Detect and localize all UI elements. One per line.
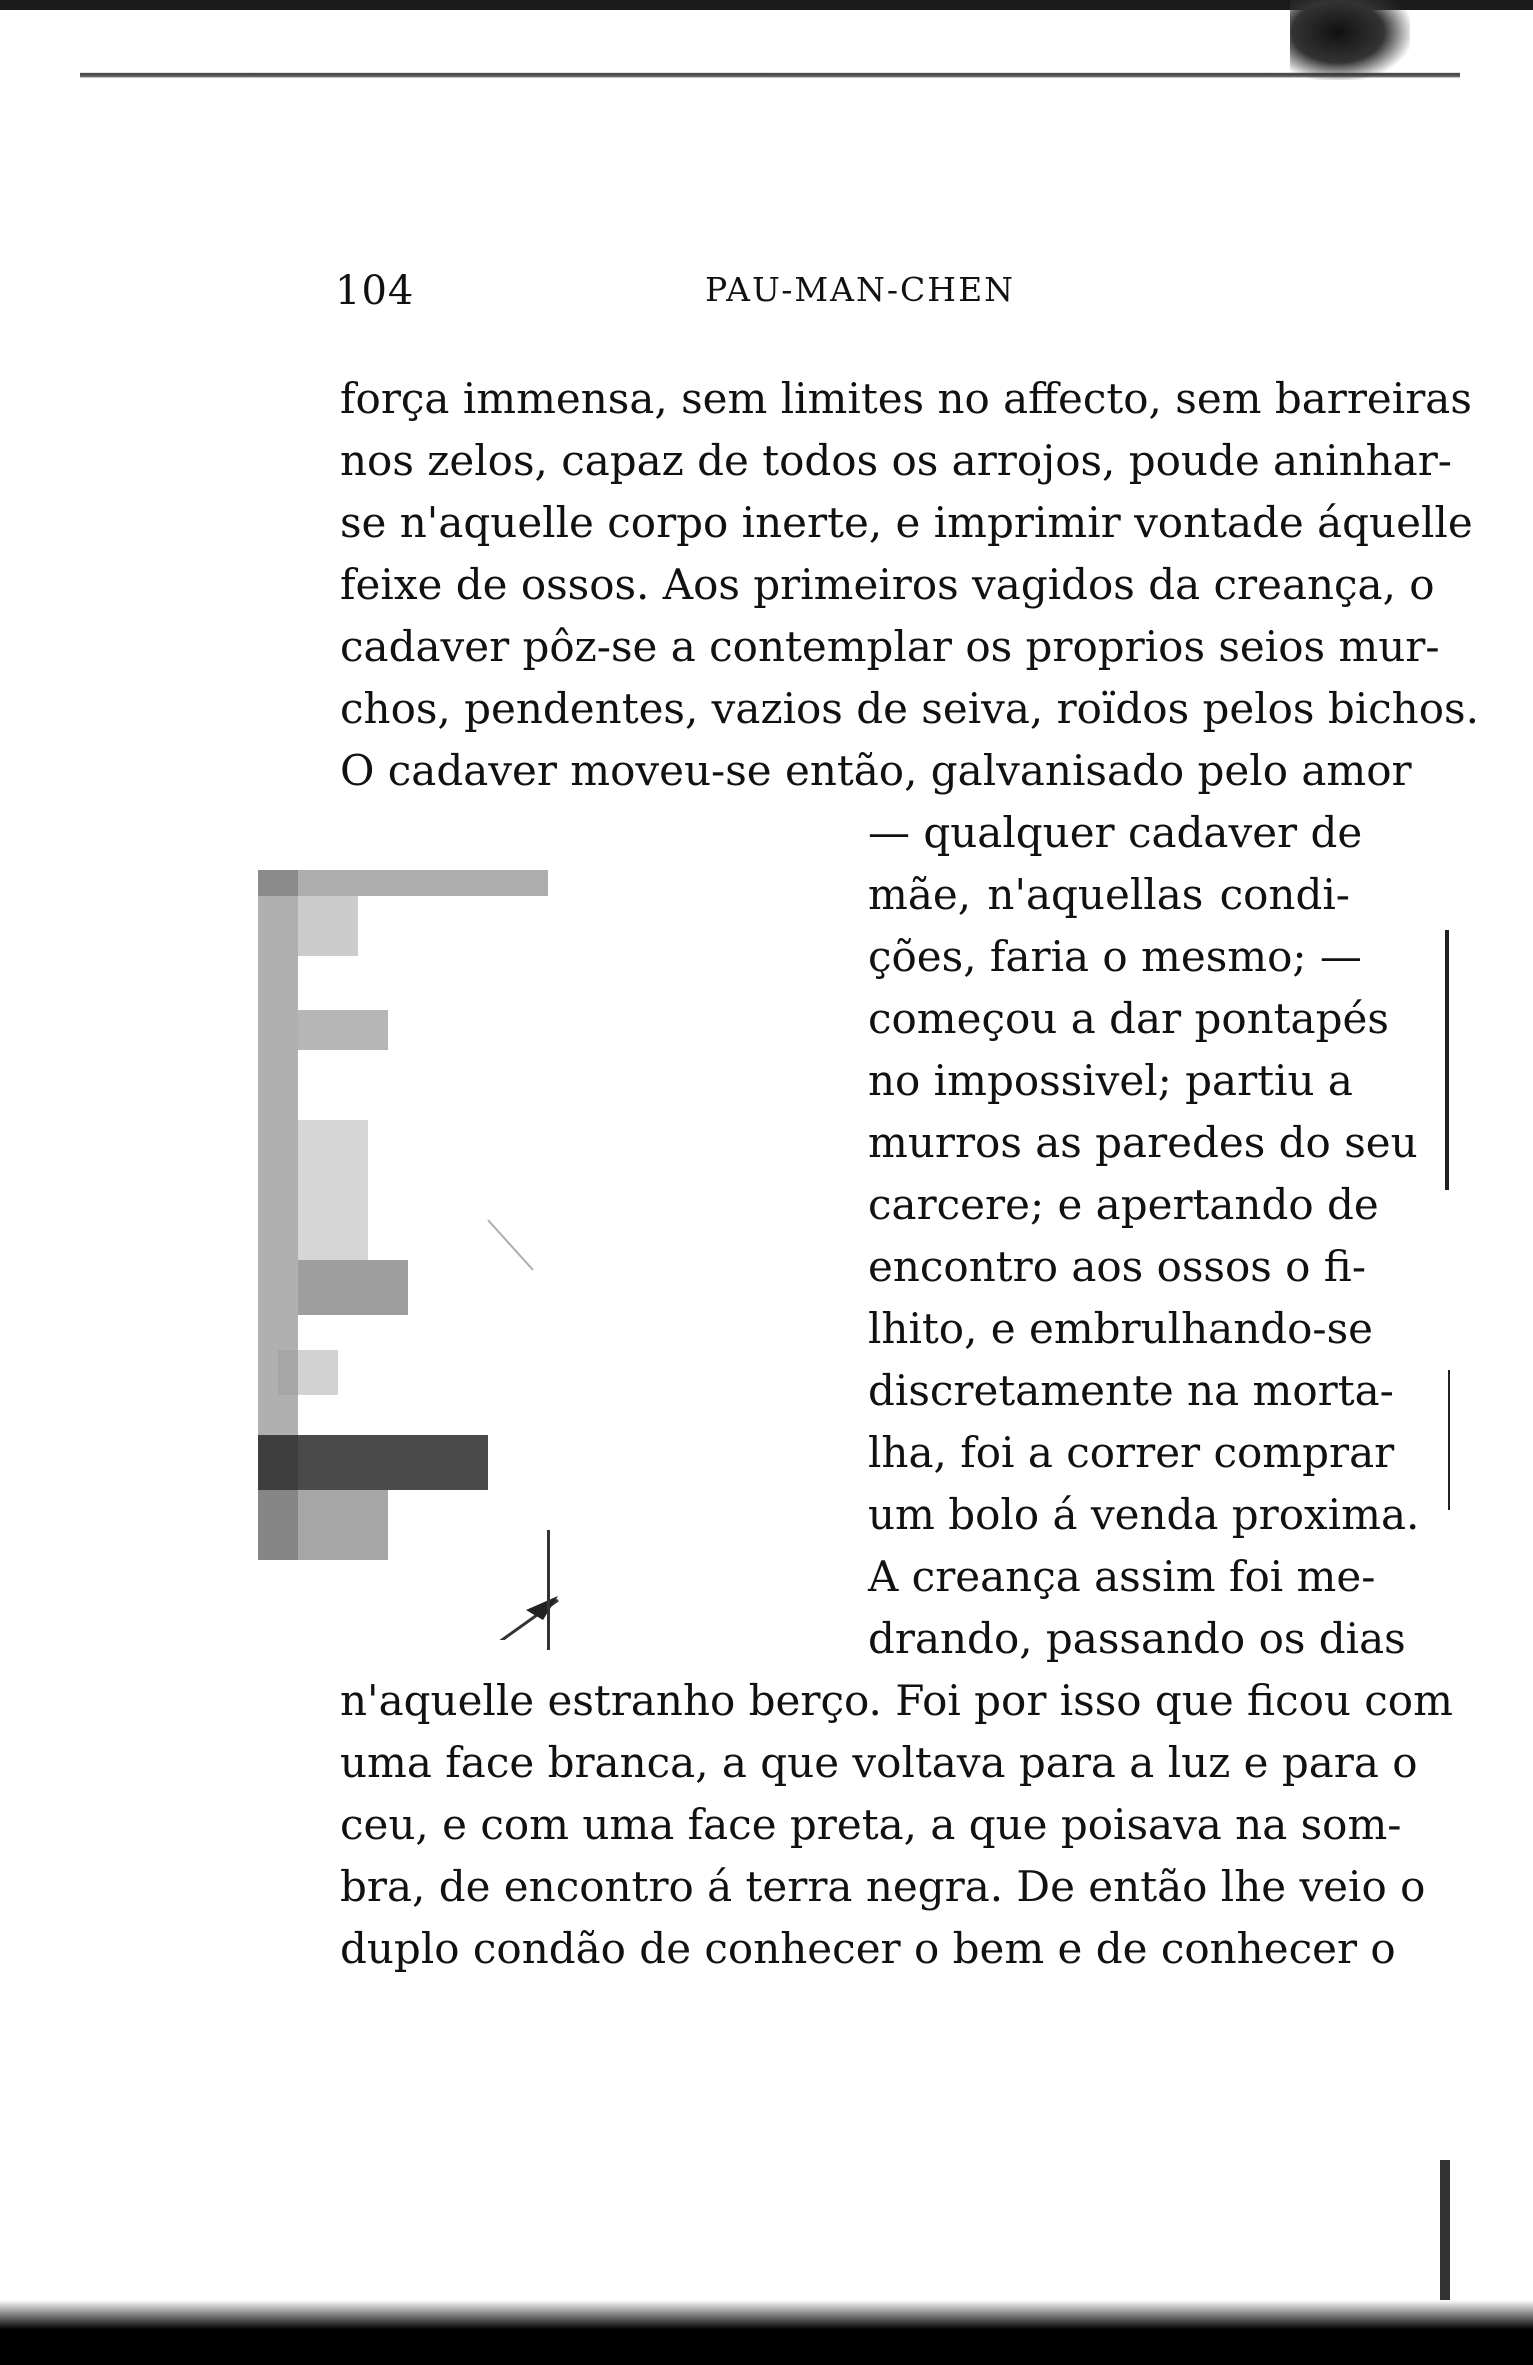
scan-ink-blot bbox=[1290, 0, 1410, 80]
text-line: carcere; e apertando de bbox=[868, 1180, 1379, 1229]
illustration-shapes bbox=[258, 870, 558, 1640]
scan-right-mark bbox=[1440, 2160, 1450, 2300]
text-line: drando, passando os dias bbox=[868, 1614, 1406, 1663]
text-line: ções, faria o mesmo; — bbox=[868, 932, 1362, 981]
text-line: A creança assim foi me- bbox=[868, 1552, 1376, 1601]
text-line: lha, foi a correr comprar bbox=[868, 1428, 1395, 1477]
text-line: uma face branca, a que voltava para a luz e para o bbox=[340, 1738, 1418, 1787]
scan-right-mark bbox=[1448, 1370, 1450, 1510]
text-line: feixe de ossos. Aos primeiros vagidos da creança, o bbox=[340, 560, 1435, 609]
scan-bottom-edge bbox=[0, 2300, 1533, 2365]
text-line: ceu, e com uma face preta, a que poisava na som- bbox=[340, 1800, 1402, 1849]
text-line: força immensa, sem limites no affecto, sem barreiras bbox=[340, 374, 1472, 423]
text-line: murros as paredes do seu bbox=[868, 1118, 1418, 1167]
text-line: começou a dar pontapés bbox=[868, 994, 1389, 1043]
scan-right-mark bbox=[1445, 930, 1449, 1190]
text-line: nos zelos, capaz de todos os arrojos, poude aninhar- bbox=[340, 436, 1452, 485]
illustration bbox=[258, 860, 818, 1640]
text-line: O cadaver moveu-se então, galvanisado pelo amor bbox=[340, 746, 1412, 795]
text-line: cadaver pôz-se a contemplar os proprios seios mur- bbox=[340, 622, 1440, 671]
text-line: bra, de encontro á terra negra. De então lhe veio o bbox=[340, 1862, 1426, 1911]
text-line: discretamente na morta- bbox=[868, 1366, 1394, 1415]
text-line: chos, pendentes, vazios de seiva, roïdos pelos bichos. bbox=[340, 684, 1479, 733]
text-line: lhito, e embrulhando-se bbox=[868, 1304, 1374, 1353]
text-line: no impossivel; partiu a bbox=[868, 1056, 1353, 1105]
scan-top-rule bbox=[80, 62, 1460, 88]
illustration-border bbox=[547, 1530, 550, 1650]
running-title: PAU-MAN-CHEN bbox=[705, 270, 1016, 309]
page-number: 104 bbox=[335, 268, 415, 314]
text-line: encontro aos ossos o fi- bbox=[868, 1242, 1367, 1291]
text-line: um bolo á venda proxima. bbox=[868, 1490, 1420, 1539]
text-line: duplo condão de conhecer o bem e de conhecer o bbox=[340, 1924, 1396, 1973]
text-line: se n'aquelle corpo inerte, e imprimir vontade áquelle bbox=[340, 498, 1473, 547]
text-line: n'aquelle estranho berço. Foi por isso que ficou com bbox=[340, 1676, 1453, 1725]
text-line: — qualquer cadaver de bbox=[868, 808, 1363, 857]
text-line: mãe, n'aquellas condi- bbox=[868, 870, 1350, 919]
